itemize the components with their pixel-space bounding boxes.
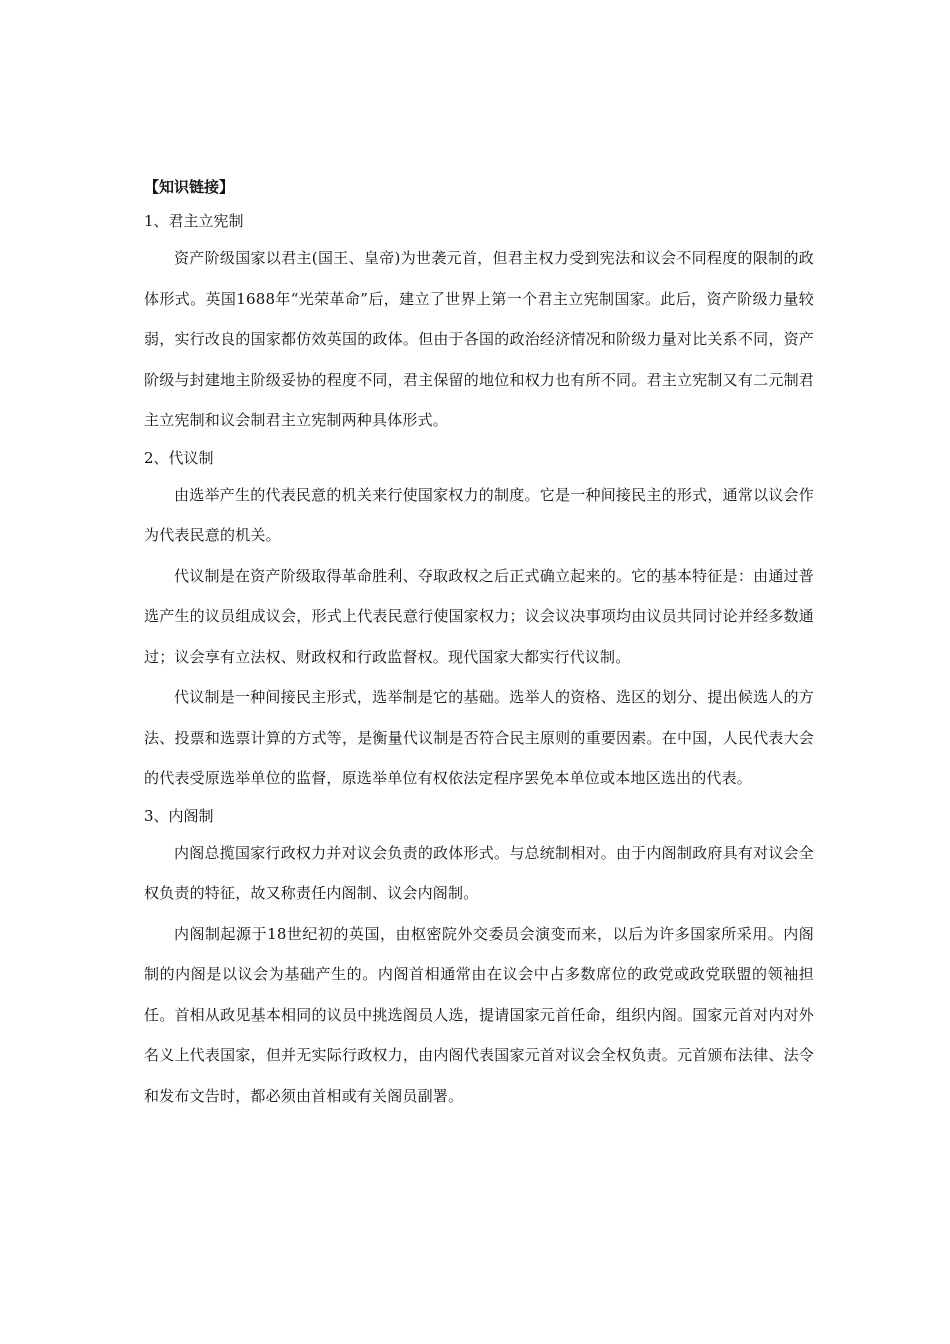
document-body <box>144 170 814 1116</box>
knowledge-link-heading: 【知识链接】 <box>144 178 235 196</box>
paragraph: 由选举产生的代表民意的机关来行使国家权力的制度。它是一种间接民主的形式，通常以议会作为代表民意的机关。 <box>144 485 814 544</box>
section-constitutional-monarchy <box>144 204 814 441</box>
section-title: 3、内阁制 <box>144 806 214 825</box>
section-cabinet-system <box>144 799 814 1117</box>
paragraph: 代议制是一种间接民主形式，选举制是它的基础。选举人的资格、选区的划分、提出候选人的方法、投票和选票计算的方式等，是衡量代议制是否符合民主原则的重要因素。在中国，人民代表大会的代表受原选举单位的监督，原选举单位有权依法定程序罢免本单位或本地区选出的代表。 <box>144 688 814 787</box>
paragraph: 内阁总揽国家行政权力并对议会负责的政体形式。与总统制相对。由于内阁制政府具有对议会全权负责的特征，故又称责任内阁制、议会内阁制。 <box>144 843 814 902</box>
section-representative-system <box>144 441 814 799</box>
section-title: 2、代议制 <box>144 448 214 467</box>
paragraph: 资产阶级国家以君主(国王、皇帝)为世袭元首，但君主权力受到宪法和议会不同程度的限制的政体形式。英国1688年“光荣革命”后，建立了世界上第一个君主立宪制国家。此后，资产阶级力量较弱，实行改良的国家都仿效英国的政体。但由于各国的政治经济情况和阶级力量对比关系不同，资产阶级与封建地主阶级妥协的程度不同，君主保留的地位和权力也有所不同。君主立宪制又有二元制君主立宪制和议会制君主立宪制两种具体形式。 <box>144 249 814 429</box>
paragraph: 内阁制起源于18世纪初的英国，由枢密院外交委员会演变而来，以后为许多国家所采用。内阁制的内阁是以议会为基础产生的。内阁首相通常由在议会中占多数席位的政党或政党联盟的领袖担任。首相从政见基本相同的议员中挑选阁员人选，提请国家元首任命，组织内阁。国家元首对内对外名义上代表国家，但并无实际行政权力，由内阁代表国家元首对议会全权负责。元首颁布法律、法令和发布文告时，都必须由首相或有关阁员副署。 <box>144 924 814 1105</box>
paragraph: 代议制是在资产阶级取得革命胜利、夺取政权之后正式确立起来的。它的基本特征是：由通过普选产生的议员组成议会，形式上代表民意行使国家权力；议会议决事项均由议员共同讨论并经多数通过；议会享有立法权、财政权和行政监督权。现代国家大都实行代议制。 <box>144 566 814 666</box>
section-title: 1、君主立宪制 <box>144 212 244 230</box>
